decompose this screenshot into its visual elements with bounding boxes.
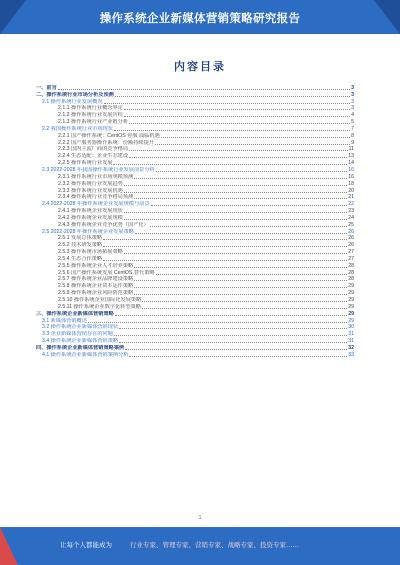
- toc-entry[interactable]: [36, 303, 354, 310]
- footer-slogan: 行业专家、管理专家、营销专家、战略专家、投资专家……: [130, 542, 299, 549]
- toc-entry-page: 27: [348, 249, 354, 256]
- toc-entry[interactable]: [36, 276, 354, 283]
- header-banner: [0, 0, 400, 34]
- toc-entry-label: 2.5 2022-2028 年操作系统企业发展策略: [42, 228, 134, 235]
- toc-entry[interactable]: [36, 289, 354, 296]
- toc-entry-page: 31: [348, 331, 354, 338]
- page-number: 1: [198, 515, 202, 521]
- toc-entry[interactable]: [36, 214, 354, 221]
- toc-entry-page: 28: [348, 276, 354, 283]
- toc-leader-dots: [129, 122, 350, 124]
- toc-entry[interactable]: [36, 180, 354, 187]
- toc-entry-label: 2.4.2 操作系统企业发展规模: [58, 214, 123, 221]
- toc-entry[interactable]: [36, 282, 354, 289]
- toc-entry[interactable]: [36, 84, 354, 91]
- toc-entry-label: 2.5.1 发展总体策略: [58, 235, 103, 242]
- toc-entry-page: 9: [351, 139, 354, 146]
- toc-leader-dots: [104, 102, 351, 104]
- toc-entry-page: 16: [348, 173, 354, 180]
- toc-entry[interactable]: [36, 344, 354, 351]
- toc-entry-label: 2.2.5 操作系统行业发展: [58, 160, 113, 167]
- toc-entry-label: 2.1 操作系统行业发展概况: [42, 98, 103, 105]
- toc-entry-page: 30: [348, 324, 354, 331]
- toc-leader-dots: [124, 184, 347, 186]
- toc-entry-page: 20: [348, 187, 354, 194]
- toc-entry-label: 2.2.4 生态适配：企业生态建设: [58, 153, 129, 160]
- table-of-contents: [36, 84, 354, 358]
- toc-entry-label: 2.3.4 操作系统行业竞争格局预测: [58, 194, 134, 201]
- toc-entry-page: 21: [348, 194, 354, 201]
- toc-entry-label: 2.3 2022-2028 年我国操作系统行业发展前景分析: [42, 166, 155, 173]
- toc-leader-dots: [124, 211, 347, 213]
- toc-entry-label: 2.5.7 操作系统企业品牌建设策略: [58, 276, 134, 283]
- toc-entry[interactable]: [36, 324, 354, 331]
- toc-entry-page: 29: [348, 310, 354, 317]
- toc-leader-dots: [103, 259, 347, 261]
- toc-entry-page: 3: [351, 84, 354, 91]
- toc-entry-page: 29: [348, 297, 354, 303]
- toc-leader-dots: [134, 293, 347, 295]
- toc-entry-page: 11: [348, 146, 354, 153]
- toc-entry-label: 2.2.3 国内主流厂商的竞争格局: [58, 146, 129, 153]
- toc-entry[interactable]: [36, 125, 354, 132]
- toc-entry-label: 2.5.10 操作系统企业国际化发展策略: [58, 297, 142, 303]
- toc-leader-dots: [134, 279, 347, 281]
- toc-entry-page: 29: [348, 283, 354, 290]
- toc-entry-page: 23: [348, 208, 354, 215]
- toc-leader-dots: [135, 232, 347, 234]
- toc-entry[interactable]: [36, 351, 354, 358]
- toc-entry-label: 2.3.2 操作系统行业发展趋势: [58, 180, 123, 187]
- toc-entry[interactable]: [36, 146, 354, 153]
- toc-entry-page: 3: [351, 91, 354, 98]
- toc-entry-label: 四、操作系统企业新媒体营销策略案例: [36, 344, 125, 351]
- toc-entry-page: 32: [348, 344, 354, 351]
- toc-entry[interactable]: [36, 262, 354, 269]
- toc-leader-dots: [119, 327, 347, 329]
- toc-leader-dots: [115, 95, 350, 97]
- toc-entry-page: 13: [348, 153, 354, 160]
- toc-entry[interactable]: [36, 194, 354, 201]
- toc-entry-page: 8: [351, 132, 354, 139]
- toc-leader-dots: [124, 191, 347, 193]
- toc-leader-dots: [124, 218, 347, 220]
- toc-entry-label: 2.3.1 操作系统行业市场规模预测: [58, 173, 134, 180]
- toc-entry-label: 2.5.2 技术研发策略: [58, 242, 103, 249]
- toc-leader-dots: [124, 252, 347, 254]
- toc-entry-label: 2.5.3 操作系统市场拓展策略: [58, 249, 123, 256]
- report-title: 操作系统企业新媒体营销策略研究报告: [99, 13, 301, 25]
- toc-entry-label: 2.4.1 操作系统企业发展现状: [58, 208, 123, 215]
- toc-leader-dots: [129, 156, 347, 158]
- toc-entry-label: 2.2.1 国产操作系统：CentOS 停服 面临机遇: [58, 132, 160, 139]
- toc-entry-page: 4: [351, 112, 354, 119]
- toc-leader-dots: [155, 143, 350, 145]
- toc-entry-label: 一、前言: [36, 84, 57, 91]
- toc-leader-dots: [119, 341, 347, 343]
- toc-entry-page: 16: [348, 166, 354, 173]
- toc-entry-page: 28: [348, 269, 354, 276]
- toc-entry[interactable]: [36, 255, 354, 262]
- toc-heading: 内容目录: [174, 61, 226, 73]
- toc-entry[interactable]: [36, 235, 354, 242]
- toc-entry-page: 3: [351, 105, 354, 112]
- toc-entry-label: 2.4 2022-2028 年操作系统企业发展规模与前景: [42, 201, 150, 208]
- toc-leader-dots: [115, 314, 347, 316]
- toc-leader-dots: [156, 170, 348, 172]
- toc-entry[interactable]: [36, 118, 354, 125]
- toc-entry-page: 22: [348, 201, 354, 208]
- toc-leader-dots: [124, 108, 350, 110]
- toc-leader-dots: [134, 266, 347, 268]
- toc-leader-dots: [129, 149, 348, 151]
- toc-entry[interactable]: [36, 139, 354, 146]
- toc-entry[interactable]: [36, 310, 354, 317]
- toc-entry-label: 2.5.11 操作系统企业数字化转型策略: [58, 303, 141, 310]
- toc-leader-dots: [125, 348, 347, 350]
- toc-entry-label: 二、操作系统行业市场分析及预测: [36, 91, 114, 98]
- toc-leader-dots: [113, 163, 347, 165]
- toc-entry-page: 28: [348, 262, 354, 269]
- toc-entry-page: 3: [351, 98, 354, 105]
- toc-entry-page: 31: [348, 338, 354, 345]
- toc-entry[interactable]: [36, 159, 354, 166]
- toc-entry-label: 2.4.3 操作系统企业竞争优势（国产化）: [58, 221, 149, 228]
- toc-leader-dots: [161, 136, 350, 138]
- toc-entry[interactable]: [36, 330, 354, 337]
- toc-leader-dots: [134, 197, 347, 199]
- toc-entry[interactable]: [36, 152, 354, 159]
- toc-entry-page: 29: [348, 290, 354, 297]
- toc-entry-label: 2.5.5 操作系统企业人才培养策略: [58, 262, 134, 269]
- toc-entry-label: 2.5.6 国产操作系统发展 CentOS 替代策略: [58, 269, 155, 276]
- toc-entry-page: 14: [348, 160, 354, 167]
- toc-leader-dots: [103, 238, 347, 240]
- toc-entry-page: 5: [351, 119, 354, 126]
- toc-entry-page: 26: [348, 242, 354, 249]
- toc-entry-label: 2.5.9 操作系统企业风险防范策略: [58, 290, 134, 297]
- toc-entry[interactable]: [36, 221, 354, 228]
- toc-leader-dots: [103, 245, 347, 247]
- toc-entry-page: 24: [348, 214, 354, 221]
- toc-entry-label: 3.2 操作系统企业新媒体营销现状: [42, 324, 119, 331]
- toc-entry[interactable]: [36, 296, 354, 303]
- toc-entry-page: 29: [348, 317, 354, 324]
- toc-leader-dots: [88, 321, 347, 323]
- toc-entry-label: 2.2 我国操作系统行业市场现状: [42, 125, 113, 132]
- toc-entry-label: 2.3.3 操作系统行业发展机遇: [58, 187, 123, 194]
- toc-leader-dots: [142, 300, 347, 302]
- toc-leader-dots: [124, 115, 350, 117]
- toc-entry[interactable]: [36, 269, 354, 276]
- toc-entry[interactable]: [36, 317, 354, 324]
- toc-entry-label: 三、操作系统企业新媒体营销策略: [36, 310, 114, 317]
- footer-banner: [0, 527, 400, 565]
- toc-entry-label: 3.4 操作系统企业新媒体营销策略: [42, 338, 119, 345]
- toc-leader-dots: [114, 129, 350, 131]
- toc-entry-label: 2.1.1 操作系统行业概念界定: [58, 105, 123, 112]
- toc-entry-label: 2.5.8 操作系统企业资本运作策略: [58, 283, 134, 290]
- toc-entry-label: 2.1.2 操作系统行业发展历程: [58, 112, 123, 119]
- toc-entry-page: 29: [348, 303, 354, 310]
- toc-entry[interactable]: [36, 166, 354, 173]
- toc-leader-dots: [142, 307, 347, 309]
- toc-entry-label: 4.1 操作系统企业新媒体营销案例分析: [42, 351, 129, 358]
- toc-entry[interactable]: [36, 132, 354, 139]
- toc-entry[interactable]: [36, 200, 354, 207]
- toc-entry[interactable]: [36, 111, 354, 118]
- toc-leader-dots: [150, 225, 347, 227]
- toc-leader-dots: [114, 334, 347, 336]
- toc-entry[interactable]: [36, 248, 354, 255]
- toc-entry[interactable]: [36, 105, 354, 112]
- toc-leader-dots: [156, 273, 348, 275]
- toc-leader-dots: [134, 177, 347, 179]
- toc-entry[interactable]: [36, 207, 354, 214]
- toc-entry-page: 33: [348, 351, 354, 358]
- toc-leader-dots: [58, 88, 350, 90]
- toc-entry[interactable]: [36, 187, 354, 194]
- footer-decoration: [0, 527, 18, 565]
- toc-leader-dots: [151, 204, 348, 206]
- toc-leader-dots: [134, 286, 347, 288]
- toc-entry-label: 2.1.3 操作系统行业产业链分析: [58, 119, 129, 126]
- toc-entry[interactable]: [36, 91, 354, 98]
- toc-entry[interactable]: [36, 337, 354, 344]
- toc-entry[interactable]: [36, 173, 354, 180]
- toc-entry[interactable]: [36, 241, 354, 248]
- toc-entry-label: 2.5.4 生态合作策略: [58, 255, 103, 262]
- toc-entry[interactable]: [36, 98, 354, 105]
- toc-entry-label: 3.3 企业新媒体营销存在的问题: [42, 331, 113, 338]
- toc-entry-label: 3.1 新媒体营销概述: [42, 317, 87, 324]
- toc-entry-page: 25: [348, 221, 354, 228]
- toc-entry-page: 27: [348, 255, 354, 262]
- toc-leader-dots: [129, 355, 347, 357]
- toc-entry-page: 18: [348, 180, 354, 187]
- toc-entry-page: 26: [348, 228, 354, 235]
- footer-text: 让每个人都能成为: [60, 542, 112, 549]
- toc-entry-label: 2.2.2 国产服务器操作系统：份额持续提升: [58, 139, 154, 146]
- toc-entry[interactable]: [36, 228, 354, 235]
- toc-entry-page: 7: [351, 125, 354, 132]
- toc-entry-page: 26: [348, 235, 354, 242]
